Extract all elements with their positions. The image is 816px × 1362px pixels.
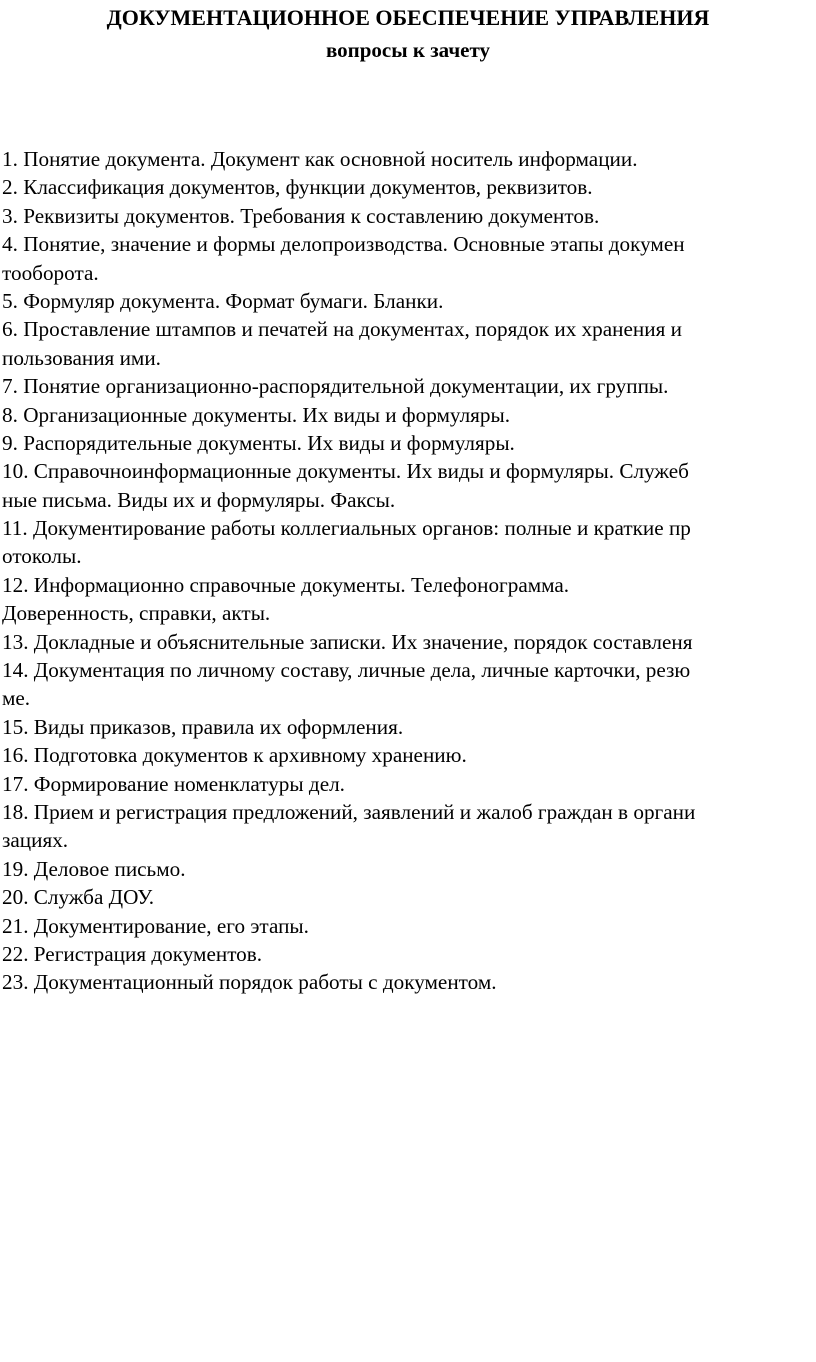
question-line: 13. Докладные и объяснительные записки. Их значение, порядок составленя — [2, 629, 693, 654]
questions-list — [2, 145, 814, 997]
question-line: 4. Понятие, значение и формы делопроизводства. Основные этапы докумен — [2, 232, 685, 257]
question-line: 19. Деловое письмо. — [2, 856, 186, 881]
question-line: 21. Документирование, его этапы. — [2, 913, 309, 938]
question-item — [2, 514, 814, 571]
question-item — [2, 401, 814, 429]
question-item — [2, 315, 814, 372]
question-line: 11. Документирование работы коллегиальных органов: полные и краткие пр — [2, 516, 691, 541]
question-item — [2, 883, 814, 911]
question-item — [2, 372, 814, 400]
question-item — [2, 145, 814, 173]
question-item — [2, 656, 814, 713]
question-line: 8. Организационные документы. Их виды и формуляры. — [2, 402, 511, 427]
question-line: 16. Подготовка документов к архивному хранению. — [2, 743, 467, 768]
question-line: ные письма. Виды их и формуляры. Факсы. — [2, 487, 396, 512]
question-item — [2, 798, 814, 855]
question-item — [2, 940, 814, 968]
question-line: отоколы. — [2, 544, 82, 569]
question-line: Доверенность, справки, акты. — [2, 601, 271, 626]
question-line: 7. Понятие организационно-распорядительной документации, их группы. — [2, 374, 669, 399]
question-line: 10. Справочноинформационные документы. Их виды и формуляры. Служеб — [2, 459, 689, 484]
question-item — [2, 571, 814, 628]
question-line: 9. Распорядительные документы. Их виды и формуляры. — [2, 430, 515, 455]
question-item — [2, 457, 814, 514]
question-line: 2. Классификация документов, функции документов, реквизитов. — [2, 175, 593, 200]
question-item — [2, 429, 814, 457]
question-line: 6. Проставление штампов и печатей на документах, порядок их хранения и — [2, 317, 682, 342]
question-line: пользования ими. — [2, 345, 161, 370]
question-item — [2, 741, 814, 769]
question-line: 23. Документационный порядок работы с документом. — [2, 970, 497, 995]
question-line: ме. — [2, 686, 31, 711]
question-item — [2, 912, 814, 940]
question-line: 14. Документация по личному составу, личные дела, личные карточки, резю — [2, 658, 691, 683]
question-line: 3. Реквизиты документов. Требования к составлению документов. — [2, 203, 600, 228]
question-line: 12. Информационно справочные документы. Телефонограмма. — [2, 572, 570, 597]
question-item — [2, 968, 814, 996]
question-item — [2, 713, 814, 741]
question-line: зациях. — [2, 828, 69, 853]
document-title: ДОКУМЕНТАЦИОННОЕ ОБЕСПЕЧЕНИЕ УПРАВЛЕНИЯ — [106, 5, 710, 30]
question-item — [2, 628, 814, 656]
question-item — [2, 855, 814, 883]
question-item — [2, 202, 814, 230]
question-line: 20. Служба ДОУ. — [2, 885, 155, 910]
question-line: 5. Формуляр документа. Формат бумаги. Бланки. — [2, 288, 444, 313]
question-line: 18. Прием и регистрация предложений, заявлений и жалоб граждан в органи — [2, 799, 696, 824]
question-item — [2, 173, 814, 201]
question-line: 1. Понятие документа. Документ как основной носитель информации. — [2, 147, 638, 171]
question-line: тооборота. — [2, 260, 99, 285]
question-line: 15. Виды приказов, правила их оформления. — [2, 714, 404, 739]
question-item — [2, 770, 814, 798]
question-item — [2, 287, 814, 315]
document-subtitle: вопросы к зачету — [325, 38, 491, 62]
question-item — [2, 230, 814, 287]
question-line: 17. Формирование номенклатуры дел. — [2, 771, 345, 796]
question-line: 22. Регистрация документов. — [2, 941, 263, 966]
